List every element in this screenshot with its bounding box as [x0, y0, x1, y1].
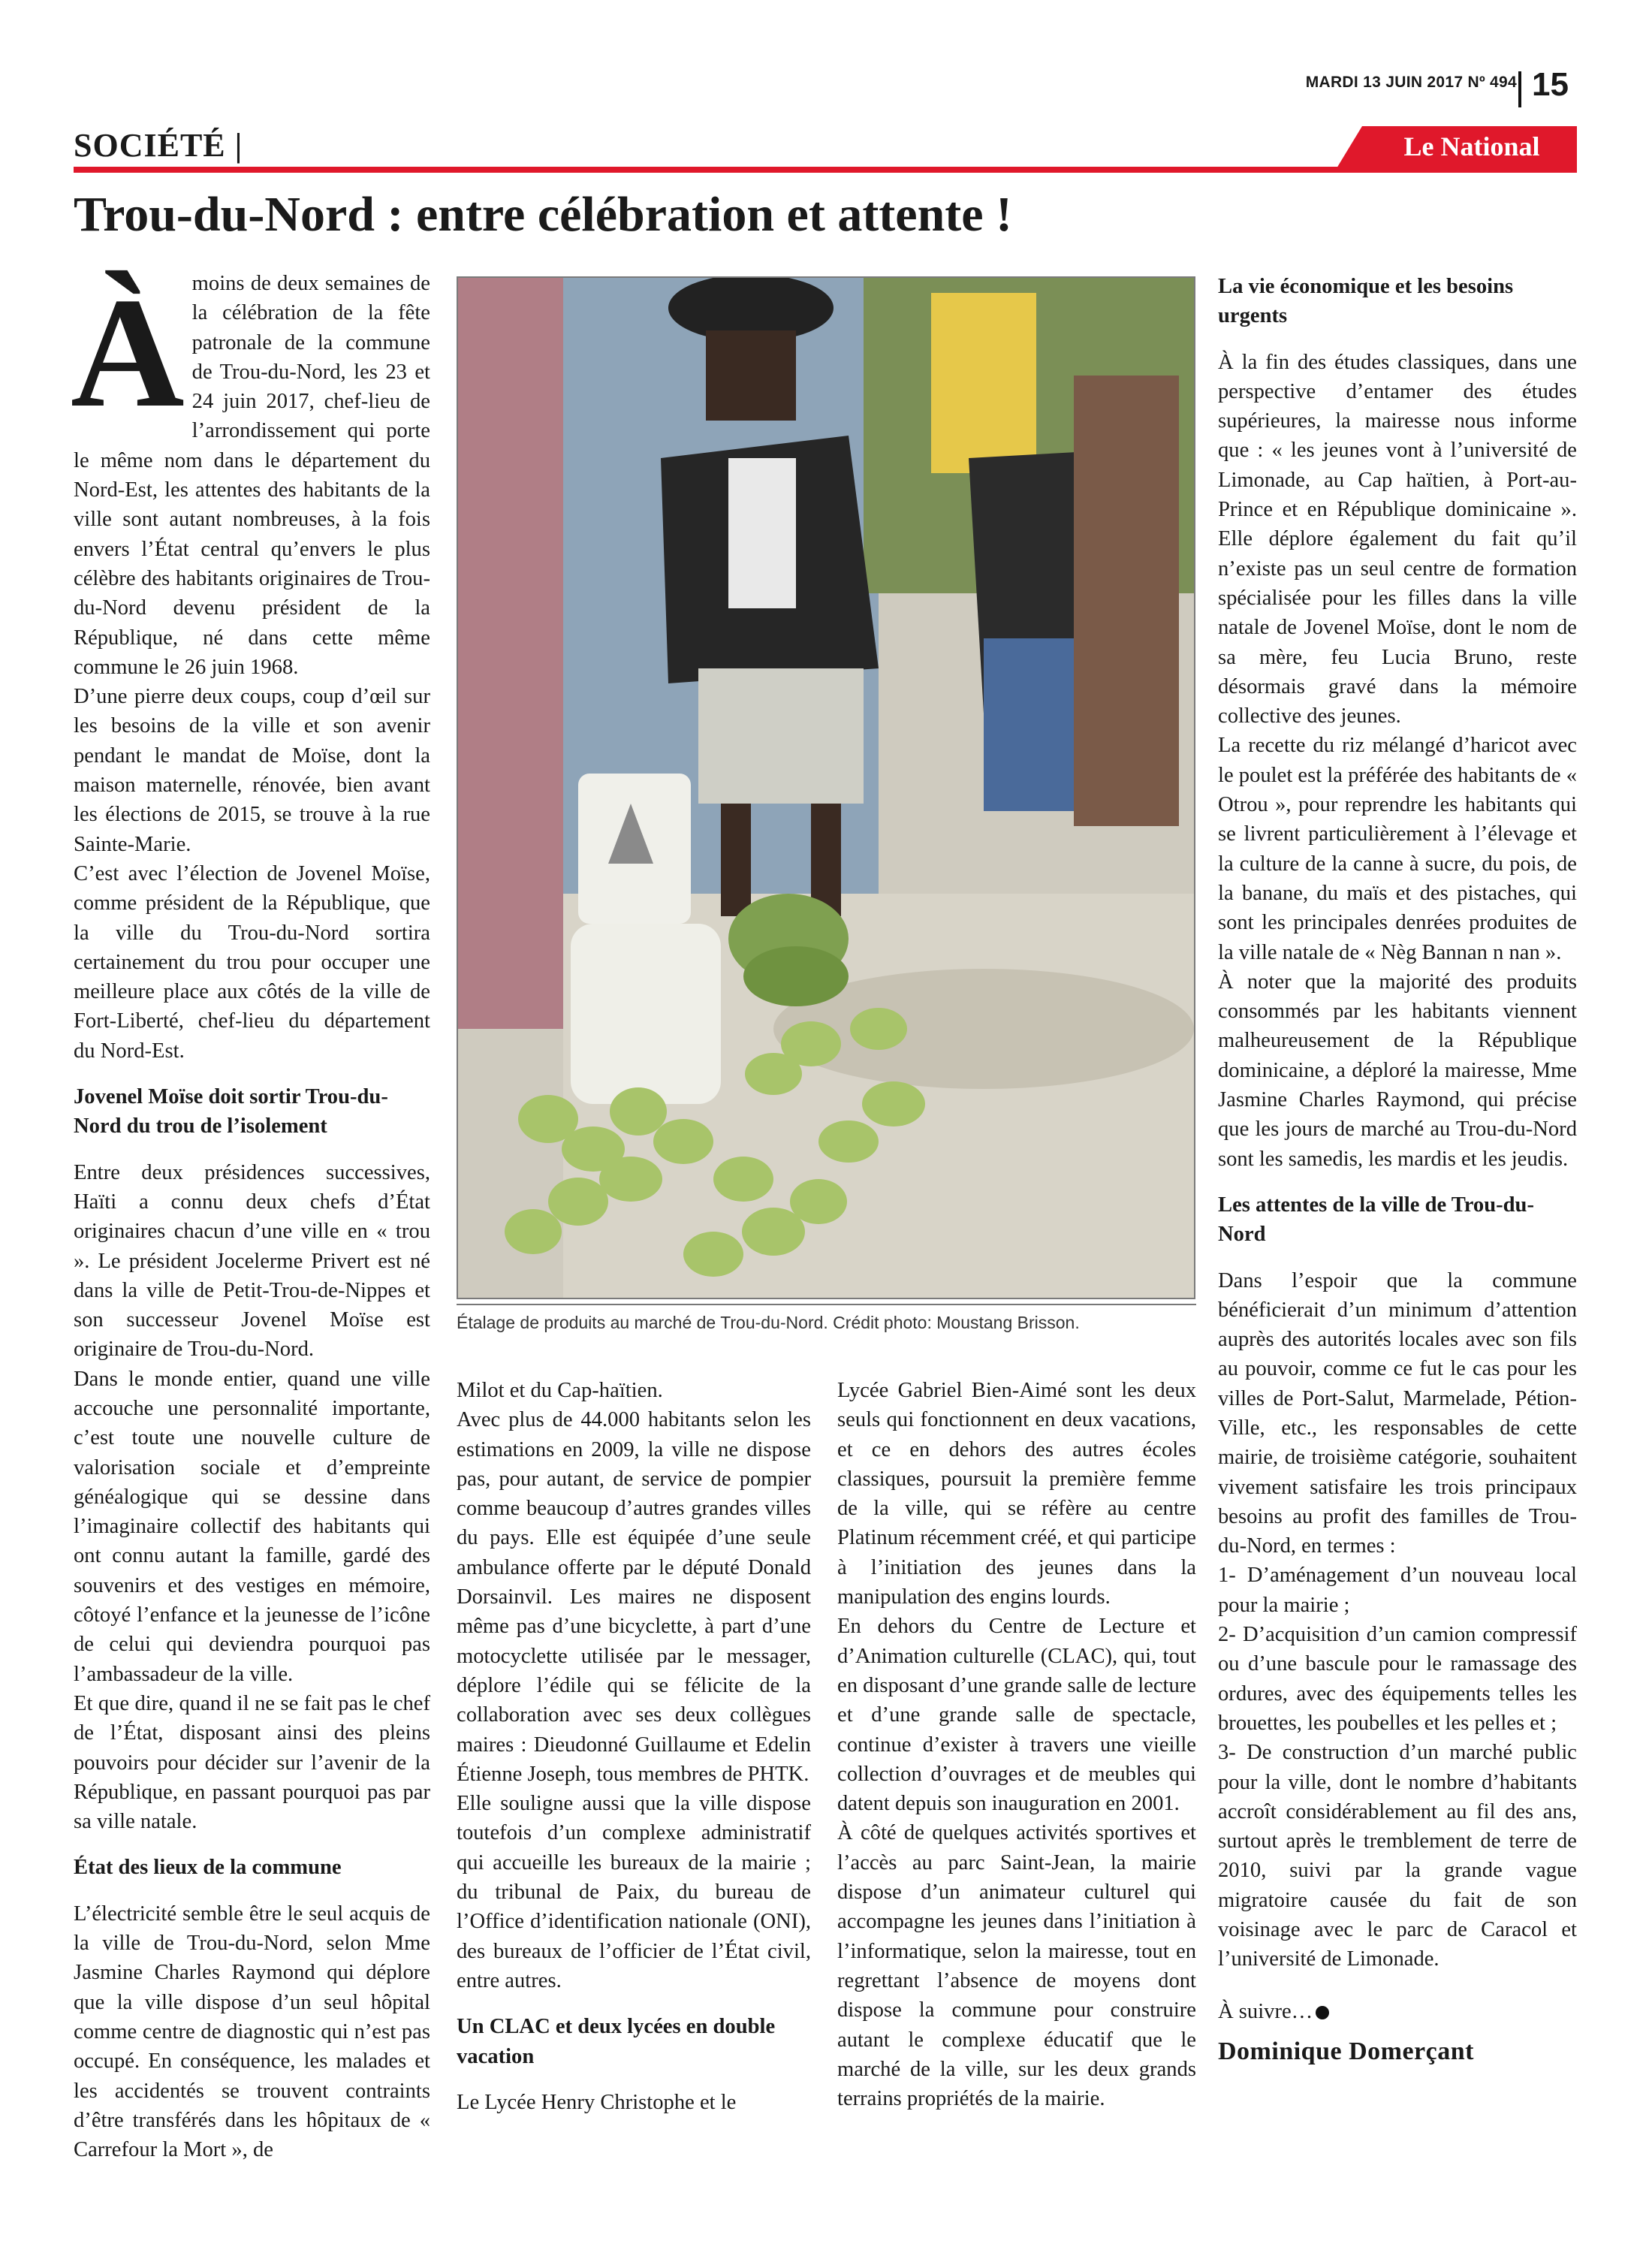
paragraph: À noter que la majorité des produits consommés par les habitants viennent malheureusement de la République dominicaine, a déploré la mairesse, Mme Jasmine Charles Raymond, qui précise que les jours de marché au Trou-du-Nord sont les samedis, les mardis et les jeudis. [1218, 970, 1577, 1171]
to-be-continued [1218, 1997, 1577, 2026]
article-column-2 [457, 1376, 811, 2117]
market-photo [457, 276, 1195, 1299]
paragraph: D’une pierre deux coups, coup d’œil sur les besoins de la ville et son avenir pendant le mandat de Moïse, dont la maison maternelle, rénovée, bien avant les élections de 2015, se trouve à la rue Sainte-Marie. [74, 685, 430, 856]
paragraph: À la fin des études classiques, dans une perspective d’entamer des études supérieures, la mairesse nous informe que : « les jeunes vont à l’université de Limonade, au Cap haïtien, à Port-au-Prince et en République dominicaine ». Elle déplore également du fait qu’il n’existe pas un seul centre de formation spécialisée pour les filles dans la ville natale de Jovenel Moïse, dont le nom de sa mère, feu Lucia Bruno, reste désormais gravé dans la mémoire collective des jeunes. [1218, 350, 1577, 728]
paragraph: C’est avec l’élection de Jovenel Moïse, comme président de la République, que la ville du Trou-du-Nord sortira certainement du trou pour occuper une meilleure place aux côtés de la ville de Fort-Liberté, chef-lieu du département du Nord-Est. [74, 861, 430, 1063]
article-column-4 [1218, 272, 1577, 2066]
paragraph: À côté de quelques activités sportives et l’accès au parc Saint-Jean, la mairie dispose d’un animateur culturel qui accompagne les jeunes dans l’initiation à l’informatique, selon la mairesse, tout en regrettant l’absence de moyens dont dispose la commune pour construire autant le complexe éducatif que le marché de la ville, sur les deux grands terrains propriétés de la mairie. [837, 1821, 1196, 2111]
paragraph: Lycée Gabriel Bien-Aimé sont les deux seuls qui fonctionnent en deux vacations, et ce en dehors des autres écoles classiques, poursuit la première femme de la ville, qui se réfère au centre Platinum récemment créé, et qui participe à l’initiation des jeunes dans la manipulation des engins lourds. [837, 1379, 1196, 1609]
article-column-3 [837, 1376, 1196, 2113]
end-mark-icon [1316, 2006, 1329, 2019]
list-item: 1- D’aménagement d’un nouveau local pour la mairie ; [1218, 1564, 1577, 1617]
paragraph: Avec plus de 44.000 habitants selon les estimations en 2009, la ville ne dispose pas, pour autant, de service de pompier comme beaucoup d’autres grandes villes du pays. Elle est équipée d’une seule ambulance offerte par le député Donald Dorsainvil. Les maires ne disposent même pas d’une bicyclette, à part d’une motocyclette utilisée par le messager, déplore l’édile qui se félicite de la collaboration avec ses deux collègues maires : Dieudonné Guillaume et Edelin Étienne Joseph, tous membres de PHTK. [457, 1408, 811, 1786]
article-column-1 [71, 266, 430, 2164]
subheading: La vie économique et les besoins urgents [1218, 275, 1514, 328]
to-be-continued-text: À suivre… [1218, 1999, 1313, 2023]
subheading: Un CLAC et deux lycées en double vacation [457, 2015, 776, 2068]
publication-name: Le National [1403, 131, 1540, 161]
paragraph: L’électricité semble être le seul acquis de la ville de Trou-du-Nord, selon Mme Jasmine Charles Raymond qui déplore que la ville dispose d’un seul hôpital comme centre de diagnostic qui n’est pas occupé. En conséquence, les malades et les accidentés se trouvent contraints d’être transférés dans les hôpitaux de « Carrefour la Mort », de [74, 1902, 430, 2162]
section-label: SOCIÉTÉ | [74, 127, 243, 164]
paragraph: Dans l’espoir que la commune bénéficierait d’un minimum d’attention auprès des autorités locales avec son fils au pouvoir, comme ce fut le cas pour les villes de Port-Salut, Marmelade, Pétion-Ville, etc., les responsables de cette mairie, de troisième catégorie, souhaitent vivement satisfaire les trois principaux besoins au profit des familles de Trou-du-Nord, en termes : [1218, 1268, 1577, 1558]
paragraph: Entre deux présidences successives, Haïti a connu deux chefs d’État originaires chacun d’une ville en « trou ». Le président Jocelerme Privert est né dans la ville de Petit-Trou-de-Nippes et son successeur Jovenel Moïse est originaire de Trou-du-Nord. [74, 1160, 430, 1362]
page-number: 15 [1532, 66, 1569, 103]
paragraph: Le Lycée Henry Christophe et le [457, 2090, 737, 2114]
paragraph: Milot et du Cap-haïtien. [457, 1379, 663, 1402]
article-headline: Trou-du-Nord : entre célébration et attente ! [74, 187, 1013, 242]
header-rule [74, 167, 1577, 173]
list-item: 3- De construction d’un marché public pour la ville, dont le nombre d’habitants accroît considérablement au fil des ans, surtout après le tremblement de terre de 2010, suivi par la grande vague migratoire causée du fait de son voisinage avec le parc de Caracol et l’université de Limonade. [1218, 1741, 1577, 1971]
drop-cap: À [71, 266, 185, 440]
subheading: État des lieux de la commune [74, 1856, 342, 1880]
subheading: Les attentes de la ville de Trou-du-Nord [1218, 1193, 1534, 1247]
subheading: Jovenel Moïse doit sortir Trou-du-Nord du trou de l’isolement [74, 1085, 388, 1139]
paragraph: Et que dire, quand il ne se fait pas le chef de l’État, disposant ainsi des pleins pouvoirs pour décider sur l’avenir de la République, en passant pourquoi pas par sa ville natale. [74, 1691, 430, 1834]
list-item: 2- D’acquisition d’un camion compressif ou d’une bascule pour le ramassage des ordures, avec des équipements telles les brouettes, les poubelles et les pelles et ; [1218, 1623, 1577, 1735]
dateline: MARDI 13 JUIN 2017 Nº 494 [1305, 74, 1517, 91]
paragraph: Elle souligne aussi que la ville dispose toutefois d’un complexe administratif qui accueille les bureaux de la mairie ; du tribunal de Paix, du bureau de l’Office d’identification nationale (ONI), des bureaux de l’officier de l’État civil, entre autres. [457, 1792, 811, 1992]
paragraph: La recette du riz mélangé d’haricot avec le poulet est la préférée des habitants de « Otrou », pour reprendre les habitants qui se livrent particulièrement à l’élevage et la culture de la canne à sucre, du pois, de la banane, du maïs et des pistaches, qui sont les principales denrées produites de la ville natale de « Nèg Bannan n nan ». [1218, 734, 1577, 964]
header-divider [1518, 71, 1521, 107]
caption-rule [457, 1304, 1196, 1305]
author-byline: Dominique Domerçant [1218, 2037, 1474, 2065]
paragraph: moins de deux semaines de la célébration de la fête patronale de la commune de Trou-du-Nord, les 23 et 24 juin 2017, chef-lieu de l’arrondissement qui porte le même nom dans le département du Nord-Est, les attentes des habitants de la ville sont autant nombreuses, à la fois envers l’État central qu’envers le plus célèbre des habitants originaires de Trou-du-Nord devenu président de la République, né dans cette même commune le 26 juin 1968. [74, 272, 430, 679]
paragraph: En dehors du Centre de Lecture et d’Animation culturelle (CLAC), qui, tout en disposant d’une grande salle de lecture et d’une grande salle de spectacle, continue d’exister à travers une vieille collection d’ouvrages et de meubles qui datent depuis son inauguration en 2001. [837, 1615, 1196, 1816]
paragraph: Dans le monde entier, quand une ville accouche une personnalité importante, c’est toute une nouvelle culture de valorisation sociale et d’empreinte généalogique qui se dessine dans l’imaginaire collectif des habitants qui ont connu autant la famille, gardé des souvenirs et des vestiges en mémoire, côtoyé l’enfance et la jeunesse de l’icône de celui qui deviendra pourquoi pas l’ambassadeur de la ville. [74, 1367, 430, 1686]
photo-caption: Étalage de produits au marché de Trou-du-Nord. Crédit photo: Moustang Brisson. [457, 1313, 1080, 1332]
